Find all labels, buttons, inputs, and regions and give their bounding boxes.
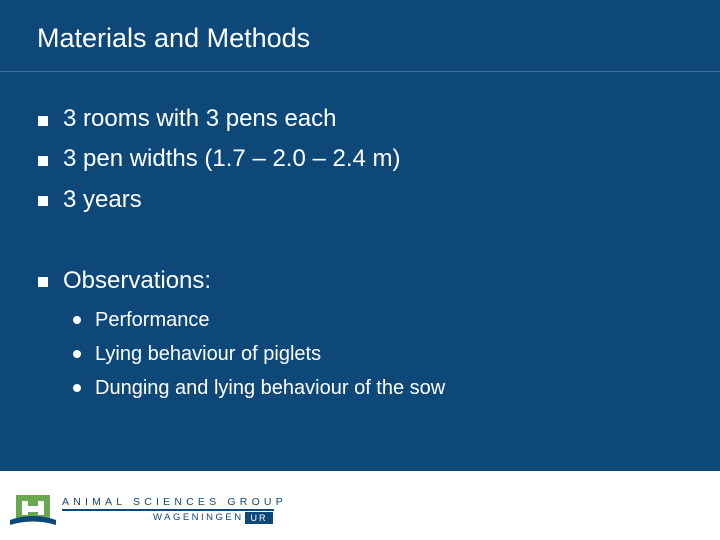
university-suffix-badge: UR <box>245 512 273 524</box>
bullet-item: 3 rooms with 3 pens each <box>63 105 337 132</box>
bullet-item: 3 years <box>63 186 142 213</box>
observations-label: Observations: <box>63 267 212 294</box>
square-bullet-icon <box>38 196 48 206</box>
university-name: WAGENINGEN <box>153 512 244 523</box>
square-bullet-icon <box>38 277 48 287</box>
round-bullet-icon <box>73 316 81 324</box>
sub-bullet-item: Performance <box>95 309 210 331</box>
sub-bullet-item: Lying behaviour of piglets <box>95 343 322 365</box>
slide-title: Materials and Methods <box>37 23 311 53</box>
title-divider <box>0 71 720 72</box>
square-bullet-icon <box>38 156 48 166</box>
sub-bullet-item: Dunging and lying behaviour of the sow <box>95 377 446 399</box>
round-bullet-icon <box>73 350 81 358</box>
asg-logo-icon <box>8 492 58 528</box>
round-bullet-icon <box>73 384 81 392</box>
footer-divider <box>62 509 274 511</box>
square-bullet-icon <box>38 116 48 126</box>
organization-name: ANIMAL SCIENCES GROUP <box>62 496 287 508</box>
bullet-item: 3 pen widths (1.7 – 2.0 – 2.4 m) <box>63 145 401 172</box>
